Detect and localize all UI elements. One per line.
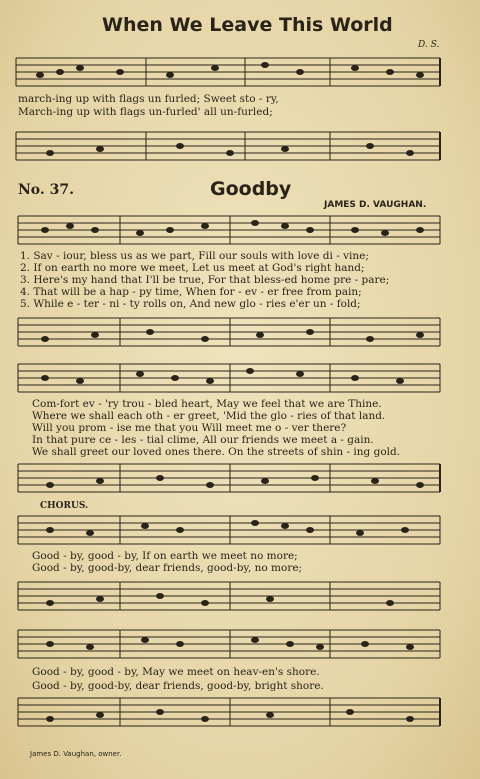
- top-song-title: When We Leave This World: [102, 14, 393, 36]
- staff-chorus2-bass: [0, 690, 480, 732]
- verse2-line-1: Com-fort ev - 'ry trou - bled heart, May we feel that we are Thine.: [32, 398, 382, 410]
- chorus1-line-1: Good - by, good - by, If on earth we meet no more;: [32, 550, 298, 562]
- staff-system1-treble: [0, 208, 480, 250]
- staff-top-bass: [0, 124, 480, 166]
- staff-system2-bass: [0, 456, 480, 498]
- verse1-line-5: 5. While e - ter - ni - ty rolls on, And new glo - ries e'er un - fold;: [20, 298, 361, 310]
- verse1-line-4: 4. That will be a hap - py time, When for - ev - er free from pain;: [20, 286, 362, 298]
- composer: JAMES D. VAUGHAN.: [324, 200, 427, 210]
- hymn-number: No. 37.: [18, 182, 74, 198]
- staff-chorus2-treble: [0, 622, 480, 664]
- chorus1-line-2: Good - by, good-by, dear friends, good-by, no more;: [32, 562, 303, 574]
- staff-system2-treble: [0, 356, 480, 398]
- verse1-line-2: 2. If on earth no more we meet, Let us meet at God's right hand;: [20, 262, 365, 274]
- staff-top-treble: [0, 50, 480, 92]
- top-lyrics-line-1: march-ing up with flags un furled; Sweet sto - ry,: [18, 93, 279, 105]
- staff-chorus1-treble: [0, 508, 480, 550]
- verse1-line-3: 3. Here's my hand that I'll be true, For that bless-ed home pre - pare;: [20, 274, 390, 286]
- verse2-line-3: Will you prom - ise me that you Will meet me o - ver there?: [32, 422, 347, 434]
- footer-copyright: James D. Vaughan, owner.: [30, 750, 122, 758]
- staff-chorus1-bass: [0, 574, 480, 616]
- verse2-line-4: In that pure ce - les - tial clime, All our friends we meet a - gain.: [32, 434, 374, 446]
- chorus2-line-1: Good - by, good - by, May we meet on heav-en's shore.: [32, 666, 320, 678]
- staff-system1-bass: [0, 310, 480, 352]
- verse1-line-1: 1. Sav - iour, bless us as we part, Fill our souls with love di - vine;: [20, 250, 369, 262]
- hymn-title: Goodby: [210, 178, 292, 200]
- verse2-line-2: Where we shall each oth - er greet, 'Mid the glo - ries of that land.: [32, 410, 386, 422]
- verse2-line-5: We shall greet our loved ones there. On the streets of shin - ing gold.: [32, 446, 401, 458]
- chorus-label: CHORUS.: [40, 501, 89, 511]
- chorus2-line-2: Good - by, good-by, dear friends, good-by, bright shore.: [32, 680, 324, 692]
- ds-mark: D. S.: [418, 40, 440, 50]
- top-lyrics-line-2: March-ing up with flags un-furled' all un-furled;: [18, 106, 273, 118]
